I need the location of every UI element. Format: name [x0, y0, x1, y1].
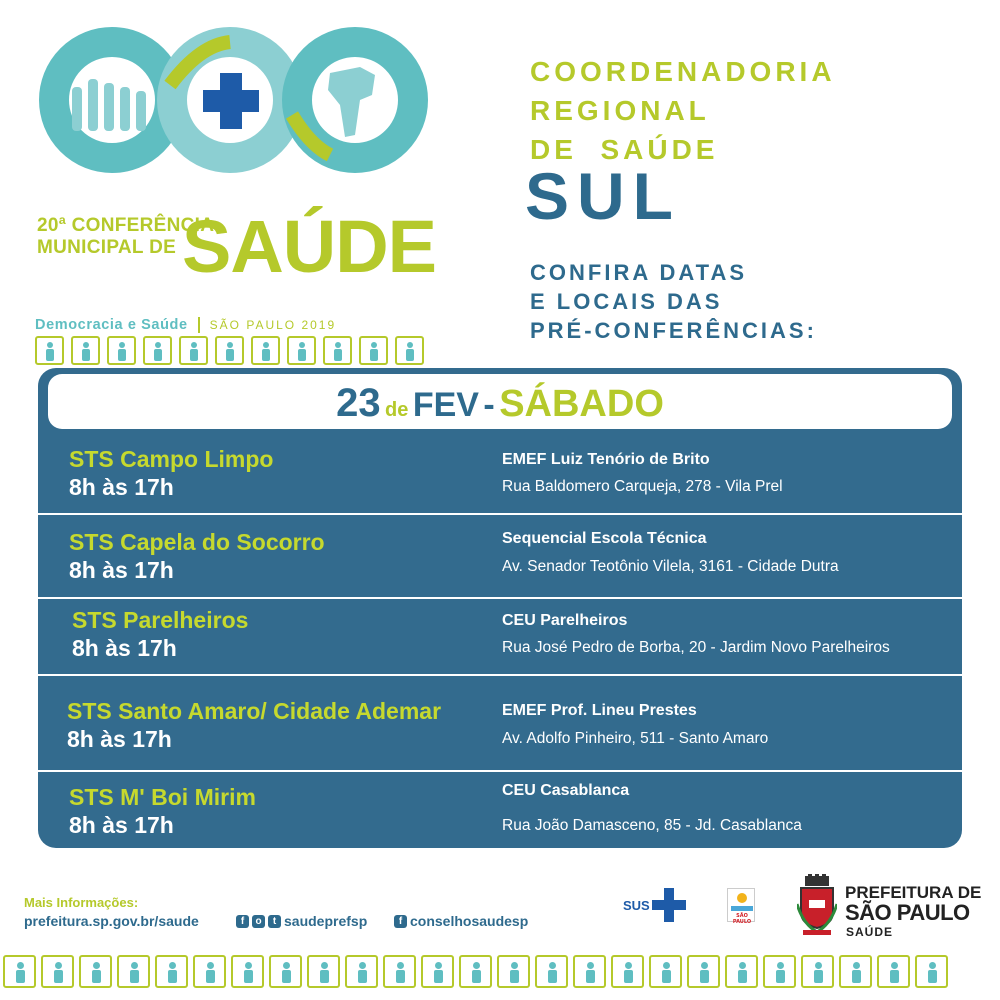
confira-line: CONFIRA DATAS [530, 260, 748, 285]
social-handle-text: conselhosaudesp [410, 913, 529, 929]
person-icon [497, 955, 530, 988]
confira-line: PRÉ-CONFERÊNCIAS: [530, 318, 817, 343]
instagram-icon: o [252, 915, 265, 928]
prefeitura-line-1: PREFEITURA DE [845, 883, 982, 902]
couple-icon [573, 955, 606, 988]
deaf-icon [383, 955, 416, 988]
date-day: 23 [336, 381, 381, 425]
baby-icon [41, 955, 74, 988]
group-icon [877, 955, 910, 988]
sts-hours: 8h às 17h [67, 726, 172, 752]
date-weekday: SÁBADO [499, 383, 664, 425]
child-icon [687, 955, 720, 988]
wheelchair-icon [611, 955, 644, 988]
people-icon [323, 336, 352, 365]
coord-line: DE SAÚDE [530, 134, 719, 165]
couple-icon [79, 955, 112, 988]
city-mini-logo [727, 888, 755, 925]
schedule-row [38, 438, 962, 515]
elderly-icon [3, 955, 36, 988]
sun-icon [737, 893, 747, 903]
schedule-row [38, 515, 962, 599]
confira-line: E LOCAIS DAS [530, 289, 723, 314]
tagline-text: Democracia e Saúde [35, 317, 188, 333]
woman-icon [307, 955, 340, 988]
sts-hours: 8h às 17h [69, 557, 174, 583]
schedule-row [38, 676, 962, 772]
sts-name: STS M' Boi Mirim [69, 784, 256, 810]
prefeitura-line-2: SÃO PAULO [845, 900, 970, 925]
venue-address: Rua José Pedro de Borba, 20 - Jardim Novo Parelheiros [502, 639, 890, 656]
people-icon [231, 955, 264, 988]
venue-name: EMEF Luiz Tenório de Brito [502, 451, 710, 468]
date-de: de [385, 399, 409, 421]
coordenadoria-heading [530, 52, 836, 169]
schedule-panel [38, 368, 962, 848]
pregnant-icon [359, 336, 388, 365]
person-icon [35, 336, 64, 365]
venue-address: Av. Adolfo Pinheiro, 511 - Santo Amaro [502, 730, 769, 747]
sts-name: STS Parelheiros [72, 607, 249, 633]
schedule-row [38, 599, 962, 676]
wheelchair-icon [215, 336, 244, 365]
sus-label: SUS [623, 897, 650, 913]
elderly-icon [71, 336, 100, 365]
people-icon [725, 955, 758, 988]
head-icon [251, 336, 280, 365]
city-crest-icon [797, 874, 837, 936]
baby-icon [535, 955, 568, 988]
sts-name: STS Santo Amaro/ Cidade Ademar [67, 698, 442, 724]
schedule-row [38, 772, 962, 848]
logo-saude-title: SAÚDE [182, 205, 437, 288]
accessibility-pictograms [35, 336, 424, 365]
sts-hours: 8h às 17h [69, 474, 174, 500]
child-icon [193, 955, 226, 988]
elderly-icon [915, 955, 948, 988]
coord-line: COORDENADORIA [530, 56, 836, 87]
speaking-icon [345, 955, 378, 988]
twitter-icon: t [268, 915, 281, 928]
prefeitura-line-3: SAÚDE [846, 925, 894, 939]
rings-emblem-icon [30, 25, 450, 175]
date-month: FEV [412, 386, 479, 424]
venue-name: CEU Parelheiros [502, 612, 628, 629]
social-handle-text: saudeprefsp [284, 913, 368, 929]
sts-hours: 8h às 17h [69, 812, 174, 838]
pregnant-icon [269, 955, 302, 988]
family-icon [107, 336, 136, 365]
deaf-icon [801, 955, 834, 988]
woman-icon [395, 336, 424, 365]
venue-address: Rua João Damasceno, 85 - Jd. Casablanca [502, 817, 802, 834]
venue-name: CEU Casablanca [502, 782, 630, 799]
head-icon [155, 955, 188, 988]
child-icon [287, 336, 316, 365]
social-handle-2[interactable] [394, 913, 528, 929]
info-title: Mais Informações: [24, 895, 139, 910]
wave-icon [731, 906, 753, 911]
wheelchair-icon [117, 955, 150, 988]
couple-icon [179, 336, 208, 365]
pictogram-strip [0, 955, 1000, 993]
facebook-icon: f [236, 915, 249, 928]
date-dash: - [483, 386, 495, 424]
facebook-icon: f [394, 915, 407, 928]
venue-address: Av. Senador Teotônio Vilela, 3161 - Cidade Dutra [502, 558, 839, 575]
sts-hours: 8h às 17h [72, 635, 177, 661]
conference-logo [30, 25, 450, 345]
venue-name: Sequencial Escola Técnica [502, 530, 707, 547]
info-website-link[interactable]: prefeitura.sp.gov.br/saude [24, 913, 199, 929]
venue-name: EMEF Prof. Lineu Prestes [502, 702, 697, 719]
social-handle-1[interactable] [236, 913, 367, 929]
sus-logo [623, 888, 686, 922]
date-bar [48, 374, 952, 429]
blind-icon [839, 955, 872, 988]
sus-cross-icon [652, 888, 686, 922]
mini-logo-label: SÃO PAULO [732, 913, 752, 925]
region-title: SUL [525, 159, 681, 233]
speaking-icon [763, 955, 796, 988]
city-year: SÃO PAULO 2019 [209, 318, 337, 332]
logo-tagline [35, 317, 336, 333]
group-icon [459, 955, 492, 988]
blind-icon [421, 955, 454, 988]
confira-heading [530, 258, 817, 345]
sts-name: STS Campo Limpo [69, 446, 274, 472]
coord-line: REGIONAL [530, 95, 710, 126]
venue-address: Rua Baldomero Carqueja, 278 - Vila Prel [502, 478, 783, 495]
sts-name: STS Capela do Socorro [69, 529, 325, 555]
baby-icon [143, 336, 172, 365]
logo-line-2: MUNICIPAL DE [37, 237, 177, 258]
tagline-divider [198, 317, 200, 333]
logo-line-1: 20ª CONFERÊNCIA [37, 215, 215, 236]
head-icon [649, 955, 682, 988]
